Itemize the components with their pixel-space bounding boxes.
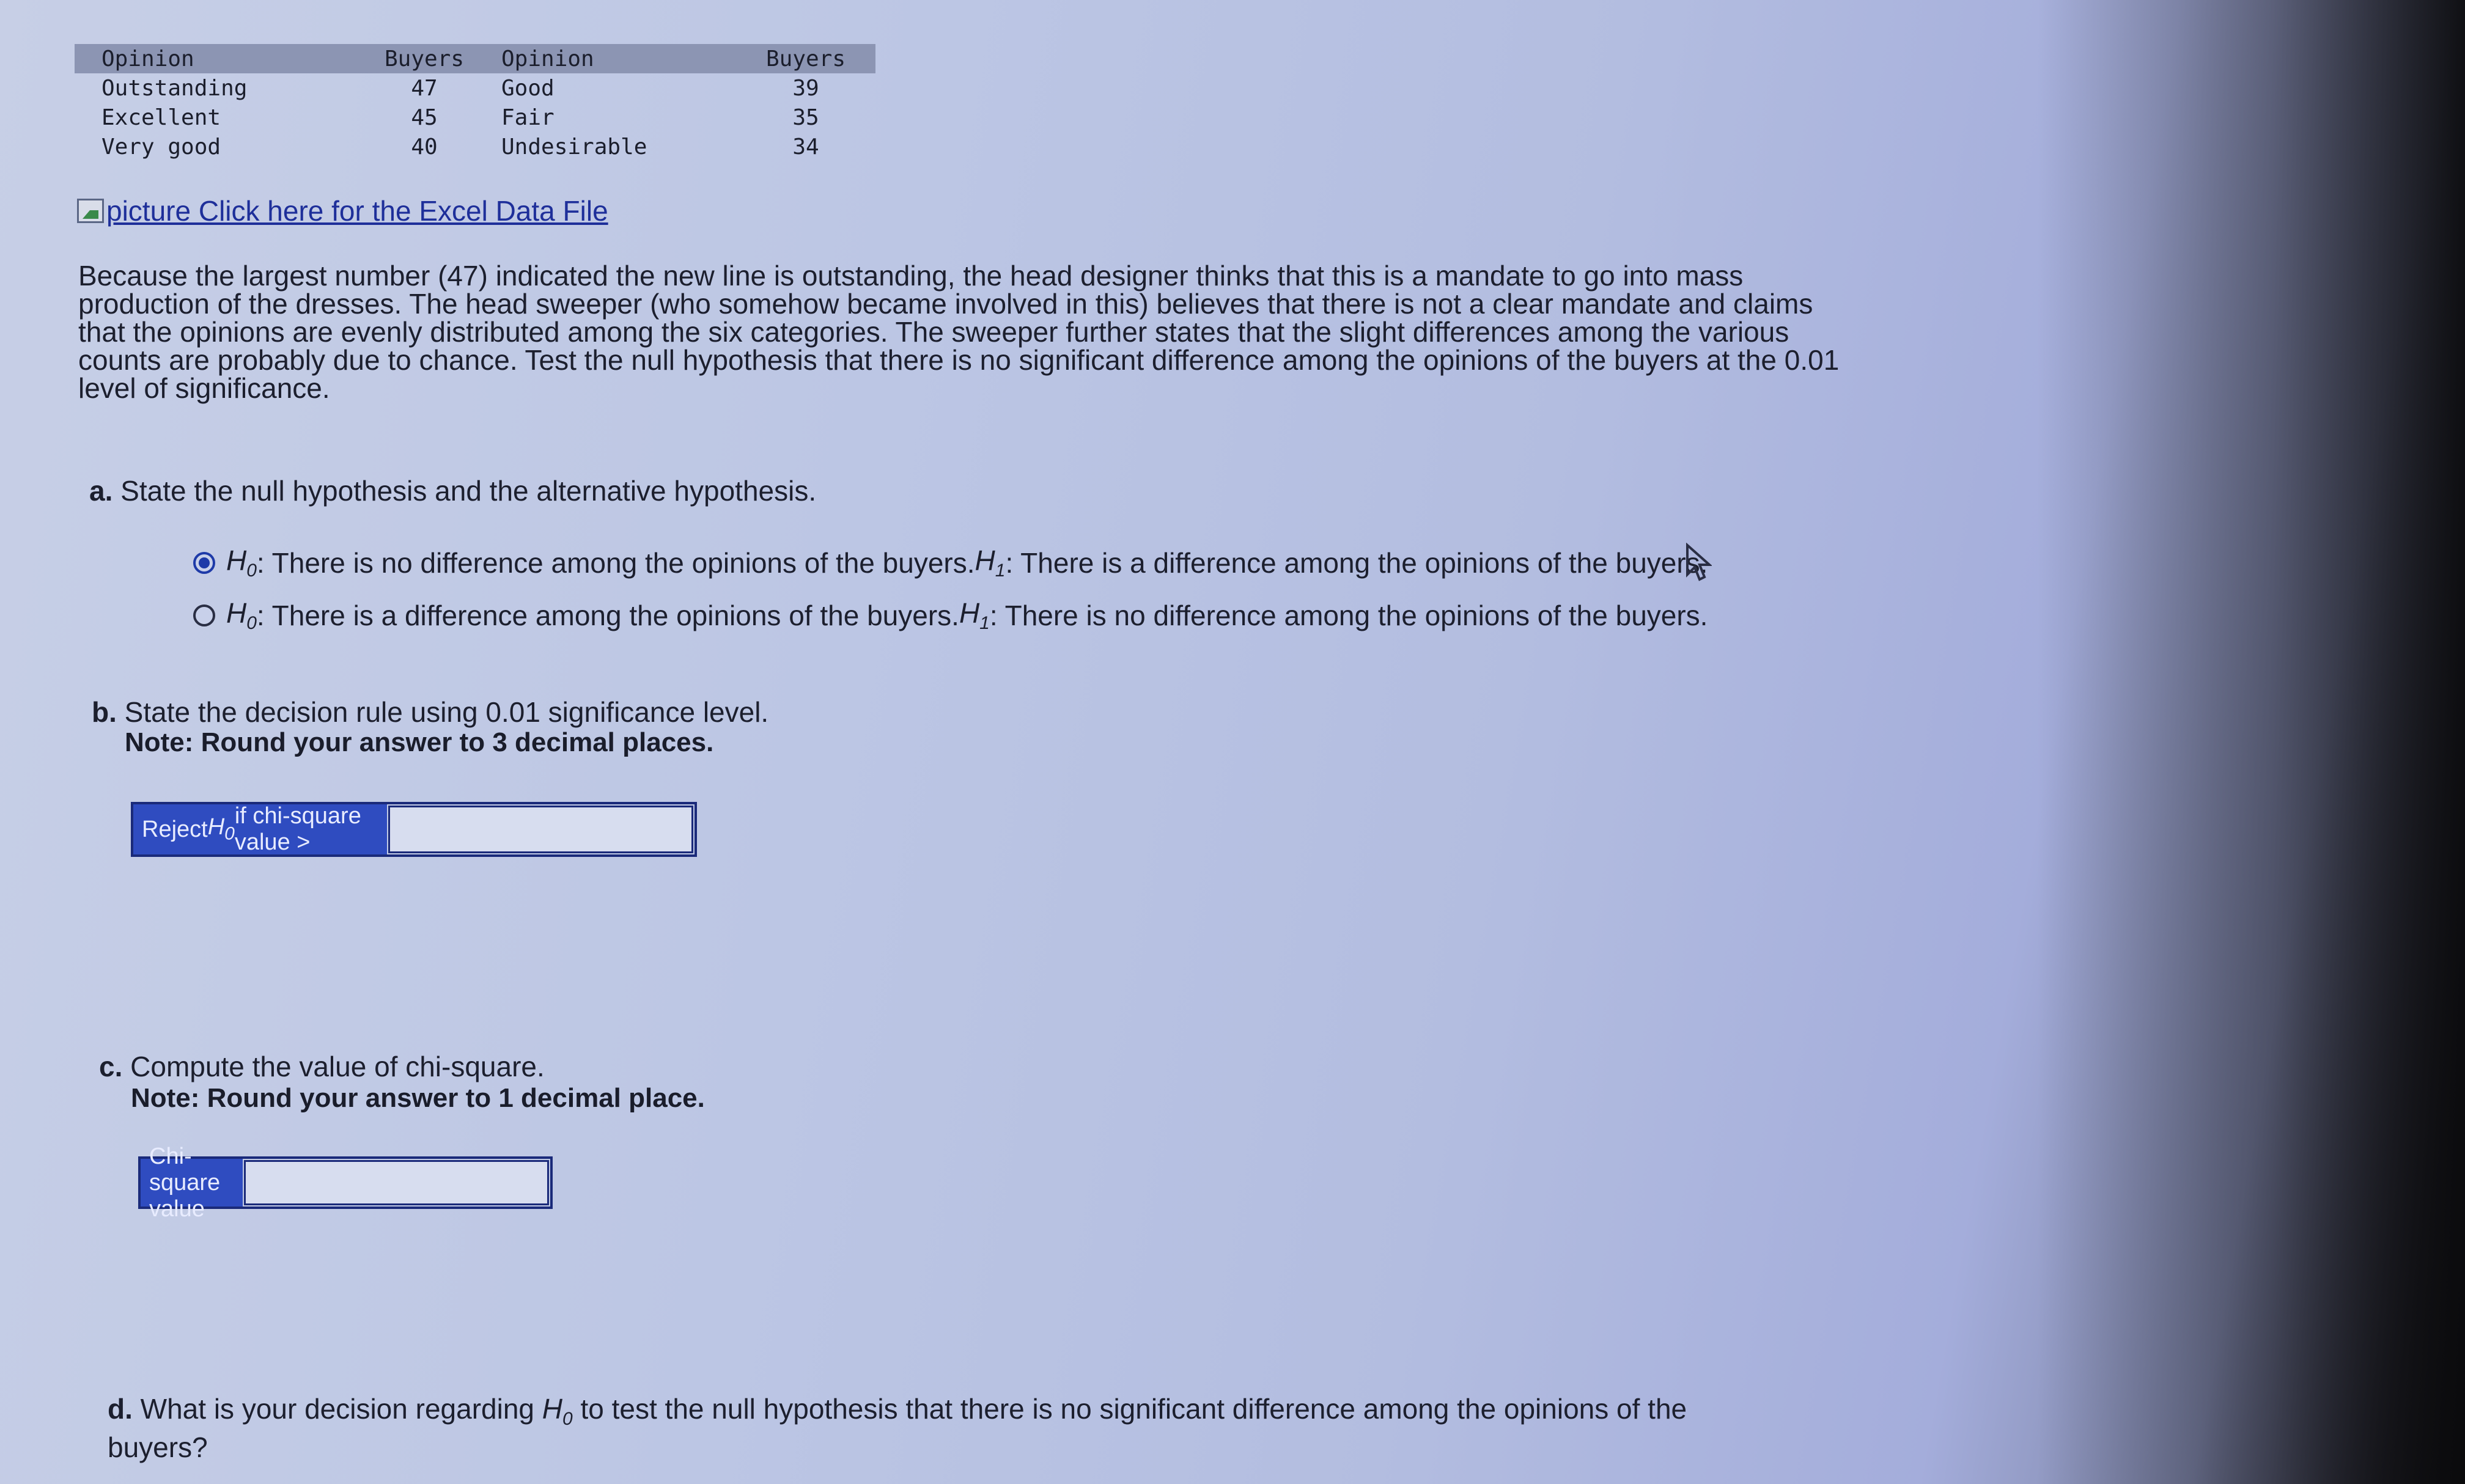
excel-link-text: picture Click here for the Excel Data File bbox=[106, 195, 608, 227]
table-cell: 35 bbox=[792, 105, 819, 130]
radio-button[interactable] bbox=[193, 604, 215, 626]
table-cell: 34 bbox=[792, 134, 819, 160]
part-a-question bbox=[89, 474, 816, 507]
part-d-text-before: What is your decision regarding bbox=[140, 1393, 542, 1425]
table-cell: 39 bbox=[792, 75, 819, 101]
radio-button-selected[interactable] bbox=[193, 552, 215, 574]
broken-image-icon bbox=[77, 199, 104, 223]
part-b-text: State the decision rule using 0.01 significance level. bbox=[124, 696, 769, 728]
part-d-text-after: to test the null hypothesis that there is no significant difference among the opinions of the buyers? bbox=[108, 1393, 1687, 1464]
decision-rule-input[interactable] bbox=[388, 806, 693, 853]
hypothesis-option-1[interactable] bbox=[193, 544, 1708, 581]
table-row bbox=[75, 132, 875, 161]
option-1-h0-text: : There is no difference among the opinions of the buyers. bbox=[256, 546, 975, 579]
decision-rule-answer-row bbox=[131, 802, 697, 857]
mouse-pointer-icon bbox=[1685, 543, 1712, 582]
option-1-h1-text: : There is a difference among the opinions of the buyers. bbox=[1005, 546, 1708, 579]
table-cell: Good bbox=[501, 75, 555, 101]
table-header-row bbox=[75, 44, 875, 73]
header-buyers-2: Buyers bbox=[765, 46, 846, 72]
hypothesis-option-2[interactable] bbox=[193, 597, 1708, 634]
table-cell: Outstanding bbox=[101, 75, 248, 101]
table-cell: 47 bbox=[411, 75, 438, 101]
chi-square-input[interactable] bbox=[244, 1160, 549, 1205]
h0-symbol: $H_0$ bbox=[226, 597, 257, 634]
decision-rule-label: Reject $H_0$ if chi-square value > bbox=[133, 804, 387, 854]
part-d-question bbox=[108, 1393, 1758, 1464]
table-cell: 40 bbox=[411, 134, 438, 160]
header-buyers-1: Buyers bbox=[384, 46, 465, 72]
h0-symbol: $H_0$ bbox=[226, 545, 257, 581]
table-cell: Very good bbox=[101, 134, 221, 160]
header-opinion-2: Opinion bbox=[501, 46, 594, 72]
table-row bbox=[75, 73, 875, 103]
part-a-letter: a. bbox=[89, 475, 113, 507]
table-cell: Excellent bbox=[101, 105, 221, 130]
part-c-note: Note: Round your answer to 1 decimal place. bbox=[131, 1083, 705, 1113]
part-c-letter: c. bbox=[99, 1051, 123, 1082]
table-cell: Fair bbox=[501, 105, 555, 130]
h0-symbol: $H_0$ bbox=[542, 1393, 573, 1430]
part-a-text: State the null hypothesis and the alternative hypothesis. bbox=[120, 475, 817, 507]
part-d-letter: d. bbox=[108, 1393, 133, 1425]
chi-square-answer-row bbox=[138, 1143, 553, 1222]
h1-symbol: $H_1$ bbox=[975, 545, 1006, 581]
table-row bbox=[75, 103, 875, 132]
table-cell: 45 bbox=[411, 105, 438, 130]
chi-square-label: Chi-square value bbox=[141, 1159, 243, 1207]
problem-text: Because the largest number (47) indicated the new line is outstanding, the head designer thinks that this is a mandate to go into mass production of the dresses. The head sweeper (who somehow became involved in this) believes that there is not a clear mandate and claims that the opinions are evenly distributed among the six categories. The sweeper further states that the slight differences among the various counts are probably due to chance. Test the null hypothesis that there is no significant difference among the opinions of the buyers at the 0.01 level of significance. bbox=[78, 260, 1840, 404]
part-c-text: Compute the value of chi-square. bbox=[130, 1051, 545, 1082]
part-b-note: Note: Round your answer to 3 decimal places. bbox=[125, 727, 714, 757]
part-b-letter: b. bbox=[92, 696, 117, 728]
header-opinion-1: Opinion bbox=[101, 46, 194, 72]
h1-symbol: $H_1$ bbox=[959, 597, 990, 634]
option-2-h1-text: : There is no difference among the opinions of the buyers. bbox=[989, 599, 1708, 631]
part-c-question bbox=[99, 1050, 545, 1083]
data-table bbox=[75, 44, 875, 161]
part-b-question bbox=[92, 696, 768, 729]
option-2-h0-text: : There is a difference among the opinions of the buyers. bbox=[256, 599, 959, 631]
screen-shadow bbox=[2037, 0, 2465, 1484]
excel-data-link[interactable] bbox=[77, 194, 608, 227]
table-cell: Undesirable bbox=[501, 134, 647, 160]
